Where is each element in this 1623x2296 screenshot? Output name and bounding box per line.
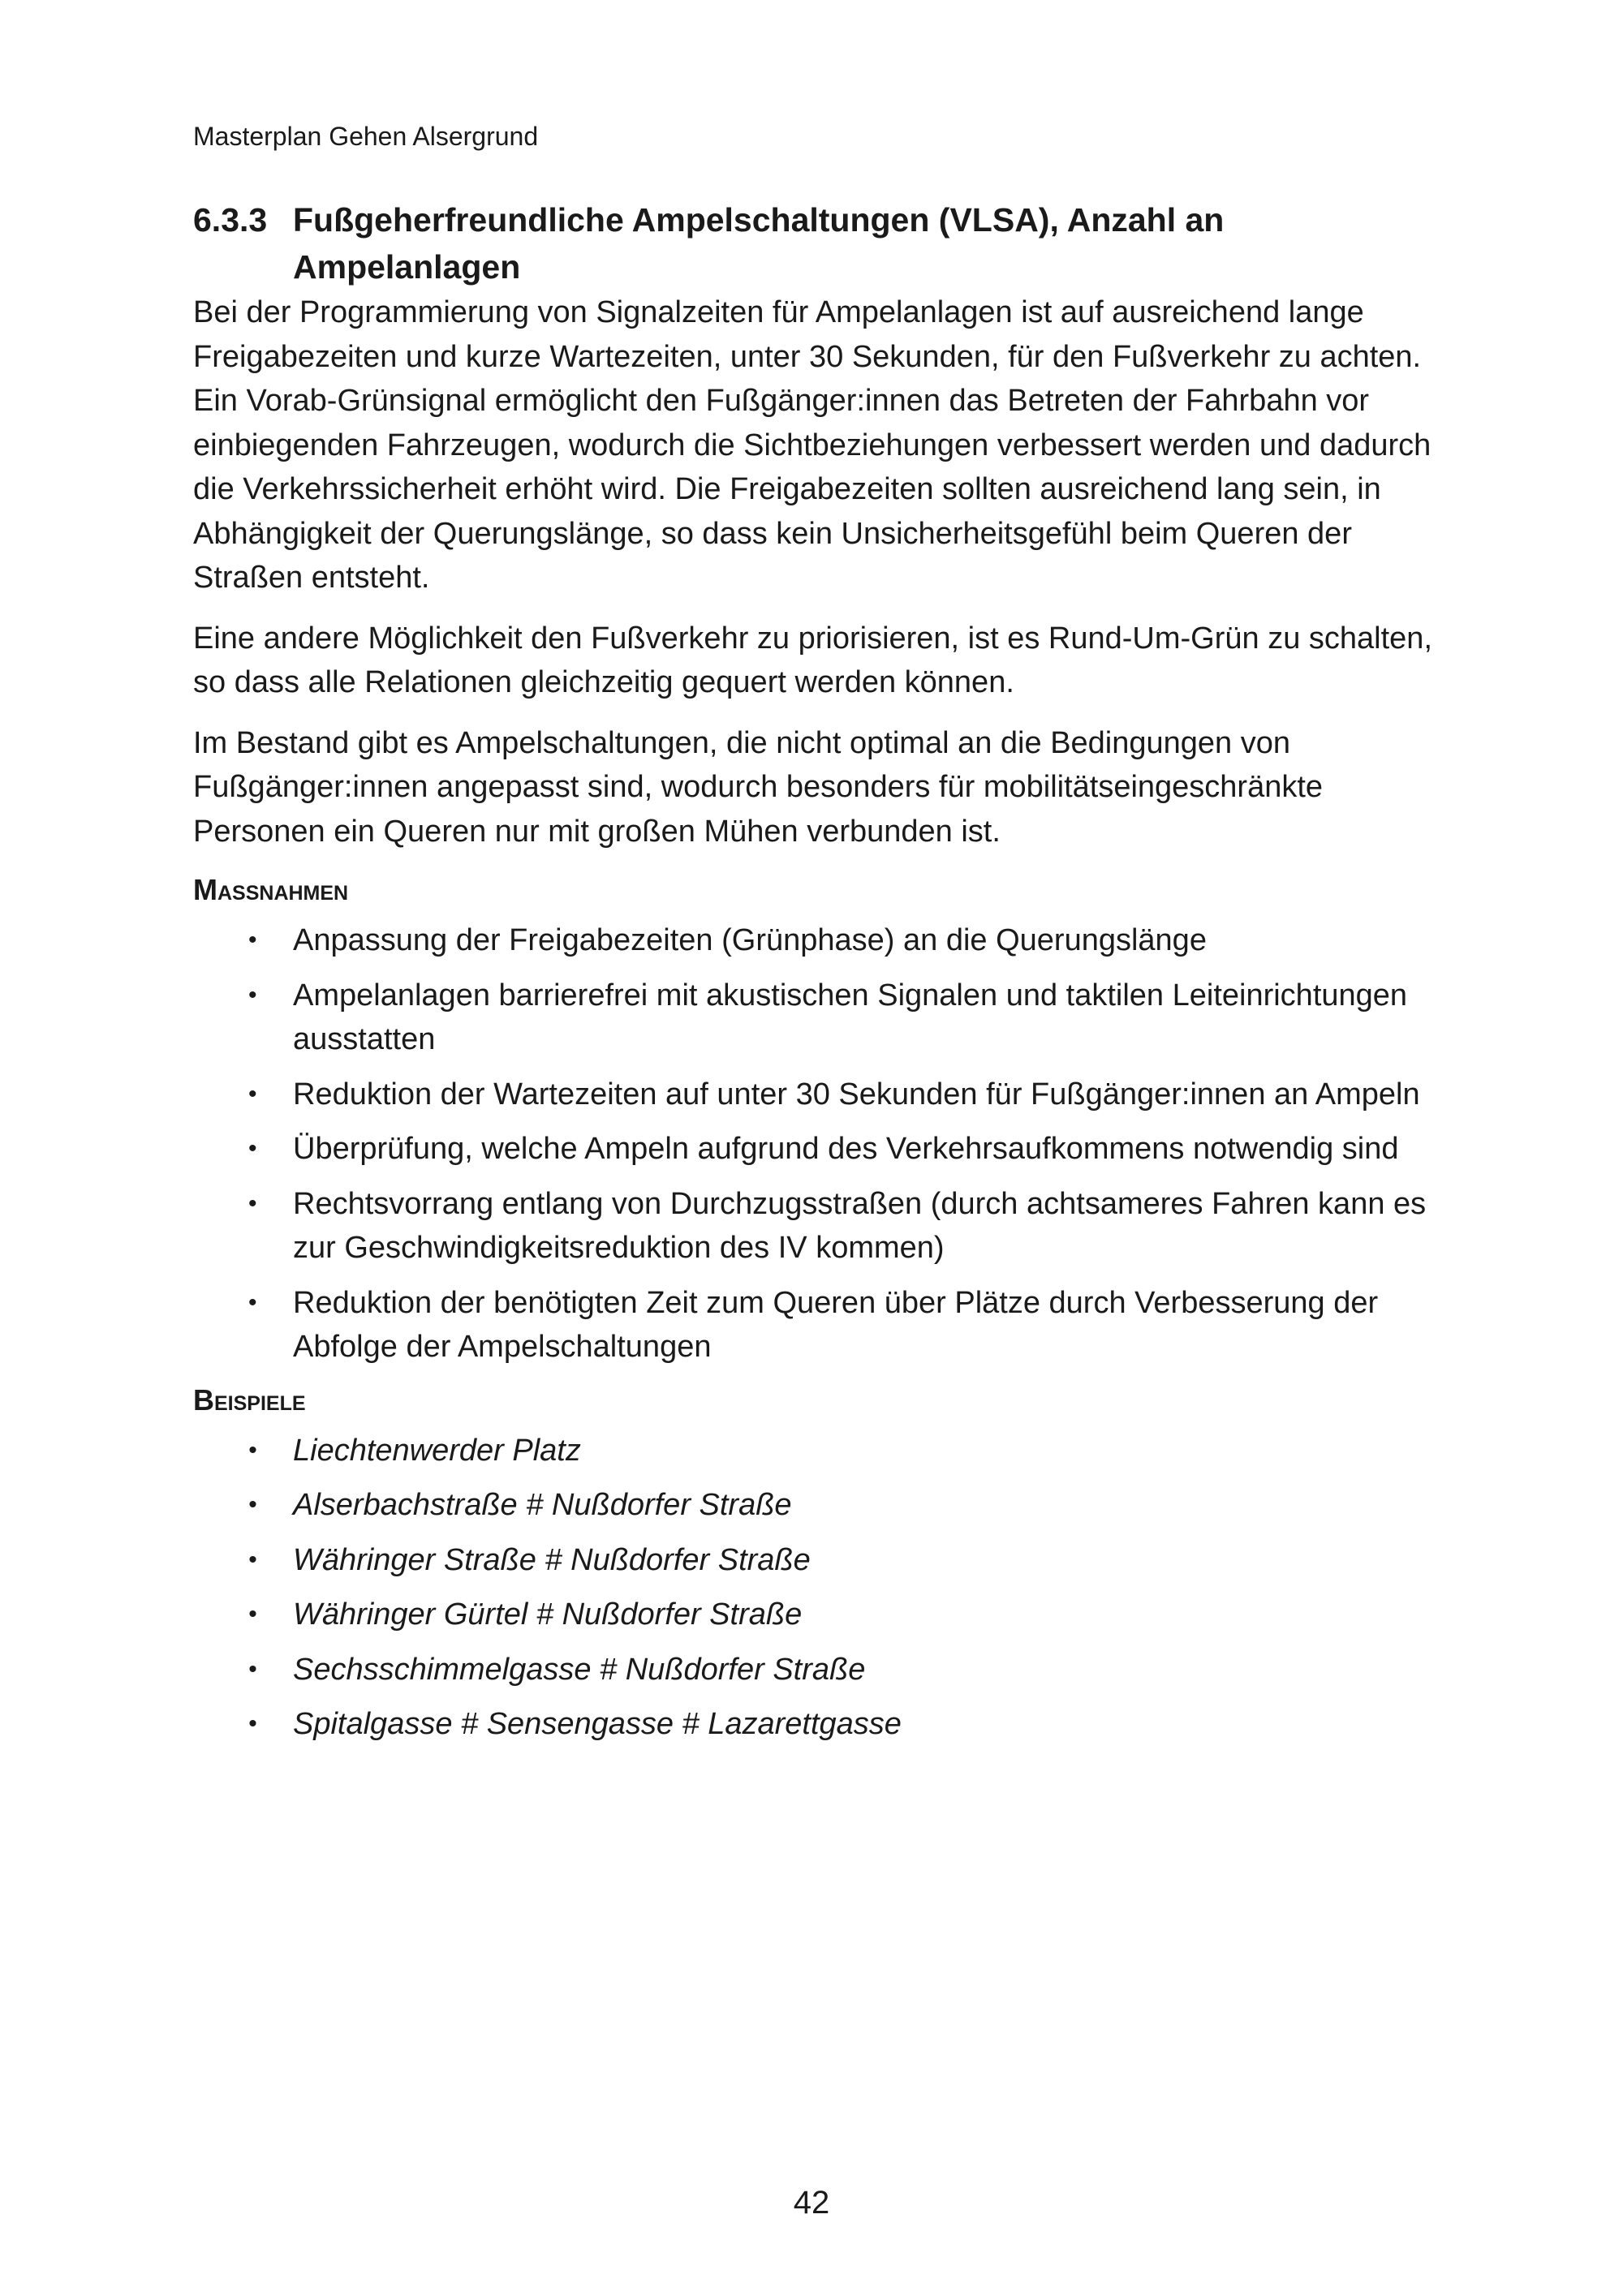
measure-text: Überprüfung, welche Ampeln aufgrund des Verkehrsaufkommens notwendig sind — [293, 1132, 1399, 1166]
bullet-icon: • — [248, 1189, 257, 1217]
example-item — [193, 1538, 1451, 1583]
measure-item — [193, 974, 1451, 1062]
measure-item — [193, 1281, 1451, 1369]
bullet-icon: • — [248, 1655, 257, 1683]
example-text: Währinger Gürtel # Nußdorfer Straße — [293, 1597, 803, 1632]
paragraph-intro: Bei der Programmierung von Signalzeiten für Ampelanlagen ist auf ausreichend lange Freigabezeiten und kurze Wartezeiten, unter 30 Sekunden, für den Fußverkehr zu achten. Ein Vorab-Grünsignal ermöglicht den Fußgänger:innen das Betreten der Fahrbahn vor einbiegenden Fahrzeugen, wodurch die Sichtbeziehungen verbessert werden und dadurch die Verkehrssicherheit erhöht wird. Die Freigabezeiten sollten ausreichend lang sein, in Abhängigkeit der Querungslänge, so dass kein Unsicherheitsgefühl beim Queren der Straßen entsteht. — [193, 295, 1431, 595]
measures-heading: Maßnahmen — [193, 873, 349, 906]
bullet-icon: • — [248, 1080, 257, 1107]
section-title: Fußgeherfreundliche Ampelschaltungen (VLSA), Anzahl an Ampelanlagen — [293, 201, 1225, 286]
example-text: Währinger Straße # Nußdorfer Straße — [293, 1542, 811, 1577]
bullet-icon: • — [248, 1601, 257, 1627]
example-text: Spitalgasse # Sensengasse # Lazarettgasse — [293, 1707, 902, 1741]
measure-text: Rechtsvorrang entlang von Durchzugsstraßen (durch achtsameres Fahren kann es zur Geschwindigkeitsreduktion des IV kommen) — [293, 1186, 1427, 1265]
bullet-icon: • — [248, 1288, 257, 1316]
section-heading — [193, 196, 1451, 290]
section-number: 6.3.3 — [193, 201, 268, 239]
measure-text: Reduktion der benötigten Zeit zum Queren über Plätze durch Verbesserung der Abfolge der Ampelschaltungen — [293, 1285, 1379, 1364]
bullet-icon: • — [248, 1436, 257, 1464]
running-header: Masterplan Gehen Alsergrund — [193, 122, 539, 151]
measure-item — [193, 918, 1451, 963]
examples-list — [193, 1429, 1451, 1747]
example-item — [193, 1648, 1451, 1692]
bullet-icon: • — [248, 981, 257, 1008]
example-text: Sechsschimmelgasse # Nußdorfer Straße — [293, 1652, 866, 1687]
bullet-icon: • — [248, 1491, 257, 1518]
measure-item — [193, 1127, 1451, 1172]
measure-text: Anpassung der Freigabezeiten (Grünphase) an die Querungslänge — [293, 923, 1207, 957]
example-item — [193, 1593, 1451, 1637]
example-text: Liechtenwerder Platz — [293, 1433, 581, 1468]
example-item — [193, 1702, 1451, 1747]
measure-item — [193, 1182, 1451, 1271]
example-text: Alserbachstraße # Nußdorfer Straße — [293, 1488, 792, 1522]
bullet-icon: • — [248, 1135, 257, 1162]
measure-text: Ampelanlagen barrierefrei mit akustischen Signalen und taktilen Leiteinrichtungen ausstatten — [293, 978, 1408, 1056]
paragraph-bestand: Im Bestand gibt es Ampelschaltungen, die nicht optimal an die Bedingungen von Fußgänger:innen angepasst sind, wodurch besonders für mobilitätseingeschränkte Personen ein Queren nur mit großen Mühen verbunden ist. — [193, 725, 1324, 849]
measure-item — [193, 1073, 1451, 1117]
measures-list — [193, 918, 1451, 1369]
page-number: 42 — [793, 2185, 830, 2221]
bullet-icon: • — [248, 927, 257, 953]
examples-heading: Beispiele — [193, 1382, 306, 1417]
example-item — [193, 1483, 1451, 1528]
measure-text: Reduktion der Wartezeiten auf unter 30 Sekunden für Fußgänger:innen an Ampeln — [293, 1077, 1420, 1111]
page-content — [193, 196, 1451, 1757]
example-item — [193, 1429, 1451, 1473]
bullet-icon: • — [248, 1710, 257, 1737]
bullet-icon: • — [248, 1546, 257, 1573]
paragraph-rund-um-gruen: Eine andere Möglichkeit den Fußverkehr zu priorisieren, ist es Rund-Um-Grün zu schalten, so dass alle Relationen gleichzeitig gequert werden können. — [193, 621, 1432, 699]
